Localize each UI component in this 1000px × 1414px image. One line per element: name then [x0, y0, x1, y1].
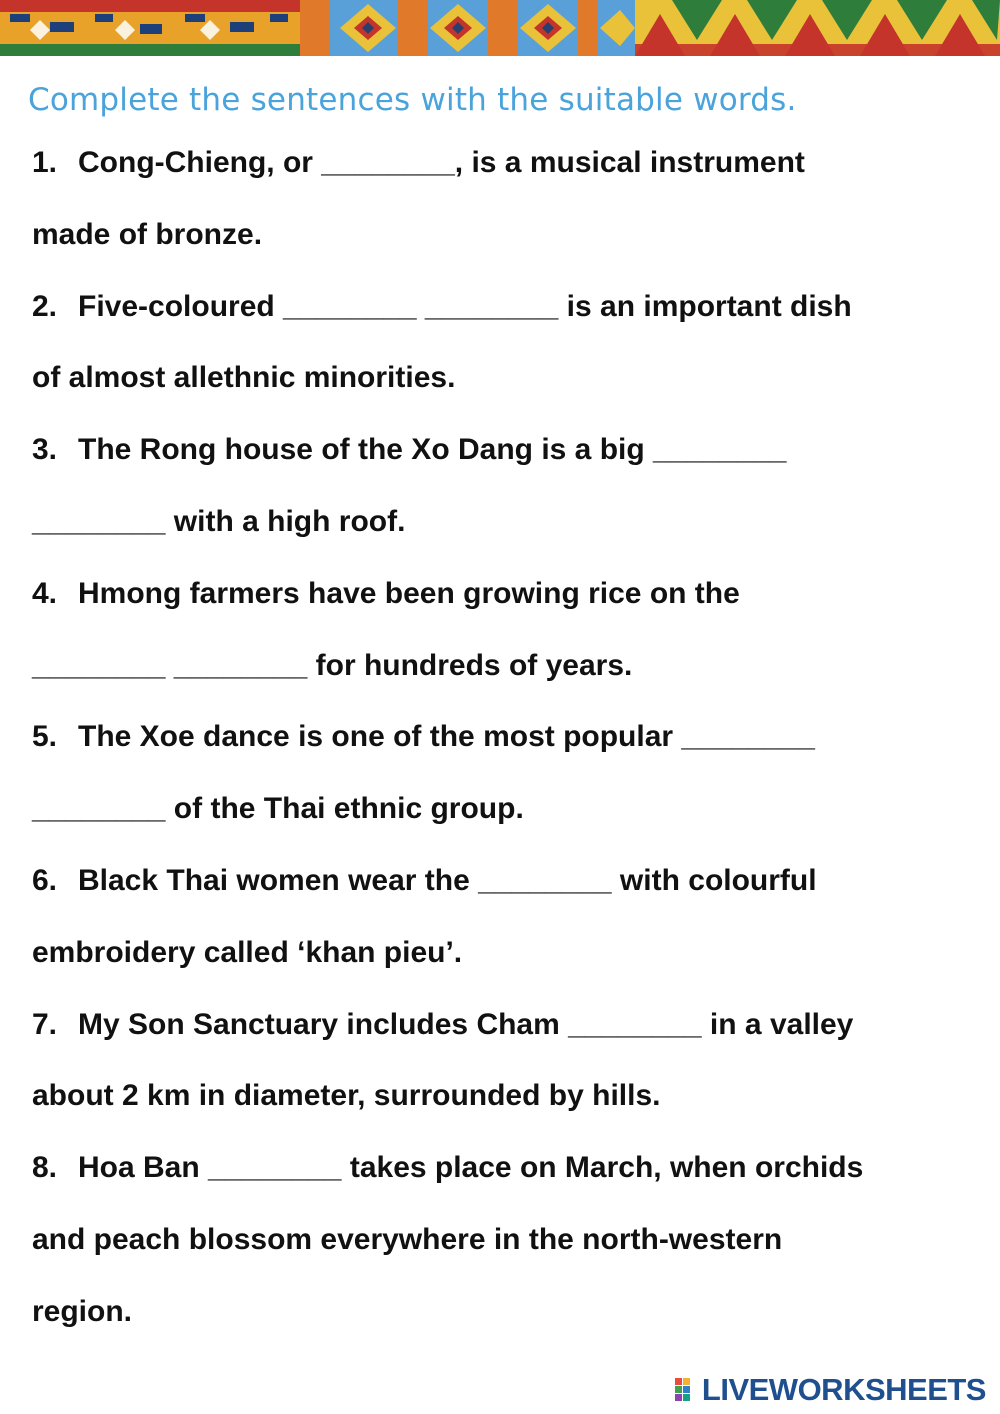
question-item [32, 414, 982, 558]
question-text: ________ ________ for hundreds of years. [32, 648, 633, 682]
question-number: 8. [32, 1151, 58, 1185]
liveworksheets-logo-icon [674, 1376, 700, 1404]
question-item [32, 845, 982, 989]
question-text: ________ with a high roof. [32, 504, 406, 538]
question-line [32, 127, 982, 199]
question-line [32, 917, 982, 989]
logo-wordmark: LIVEWORKSHEETS [701, 1372, 986, 1407]
question-number: 4. [32, 576, 58, 610]
question-line [32, 845, 982, 917]
question-line [32, 1060, 982, 1132]
question-item [32, 558, 982, 702]
question-item [32, 701, 982, 845]
question-number: 1. [32, 146, 58, 179]
question-item [32, 271, 982, 415]
question-text: My Son Sanctuary includes Cham ________ in a valley [78, 1007, 854, 1041]
liveworksheets-logo [674, 1372, 986, 1408]
question-text: and peach blossom everywhere in the north-western [32, 1222, 783, 1256]
question-line [32, 414, 982, 486]
question-number: 5. [32, 720, 58, 754]
question-item [32, 989, 982, 1133]
question-number: 6. [32, 863, 58, 897]
question-line [32, 1132, 982, 1204]
instruction-heading: Complete the sentences with the suitable words. [28, 82, 797, 118]
patterned-banner [0, 0, 1000, 56]
question-text: embroidery called ‘khan pieu’. [32, 935, 463, 969]
question-text: Cong-Chieng, or ________, is a musical instrument [78, 146, 805, 179]
question-line [32, 199, 982, 271]
question-number: 7. [32, 1007, 58, 1041]
question-line [32, 701, 982, 773]
question-text: Black Thai women wear the ________ with colourful [78, 863, 817, 897]
question-line [32, 271, 982, 343]
question-line [32, 558, 982, 630]
question-line [32, 342, 982, 414]
question-number: 2. [32, 289, 58, 323]
question-text: region. [32, 1294, 133, 1328]
question-text: ________ of the Thai ethnic group. [32, 792, 524, 826]
question-line [32, 486, 982, 558]
question-text: of almost allethnic minorities. [32, 361, 456, 395]
question-text: made of bronze. [32, 217, 263, 251]
question-line [32, 630, 982, 702]
question-item [32, 127, 982, 271]
question-line [32, 773, 982, 845]
question-text: The Rong house of the Xo Dang is a big ________ [78, 433, 787, 467]
question-text: Five-coloured ________ ________ is an important dish [78, 289, 852, 323]
question-text: Hmong farmers have been growing rice on the [78, 576, 740, 610]
question-line [32, 1276, 982, 1348]
question-text: The Xoe dance is one of the most popular ________ [78, 720, 815, 754]
question-text: Hoa Ban ________ takes place on March, when orchids [78, 1151, 864, 1185]
question-text: about 2 km in diameter, surrounded by hills. [32, 1079, 661, 1113]
question-number: 3. [32, 433, 58, 467]
question-line [32, 989, 982, 1061]
question-list [32, 127, 982, 1348]
question-item [32, 1132, 982, 1347]
question-line [32, 1204, 982, 1276]
